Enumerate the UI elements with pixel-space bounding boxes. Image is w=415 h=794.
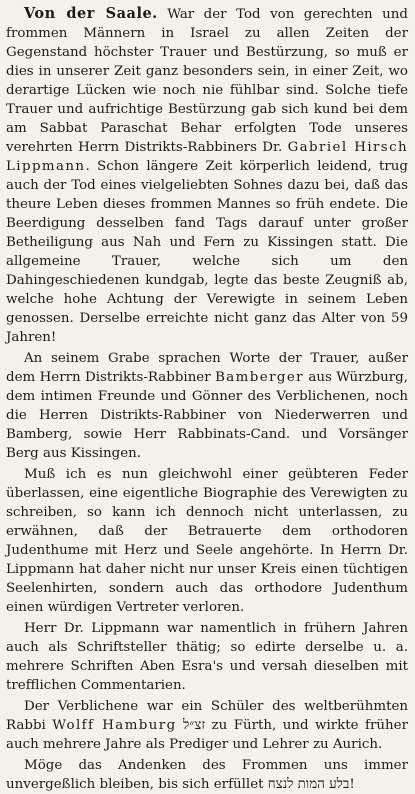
paragraph-4 [6, 619, 408, 695]
text-run: . Schon längere Zeit körperlich leidend, trug auch der Tod eines vielgeliebten Sohnes dazu bei, daß das theure Leben dieses frommen Mannes so früh endete. Die Beerdigung desselben fand Tags darauf unter großer Betheiligung aus Nah und Fern zu Kissingen statt. Die allgemeine Trauer, welche sich um den Dahingeschiedenen kundgab, legte das beste Zeugniß ab, welche hohe Achtung der Verewigte in seinem Leben genossen. Derselbe erreichte nicht ganz das Alter von 59 Jahren! [6, 159, 408, 345]
text-run: זצ״ל zu Fürth, und wirkte früher auch mehrere Jahre als Prediger und Lehrer zu Aurich. [6, 718, 408, 752]
paragraph-5 [6, 697, 408, 754]
text-run: Herr Dr. Lippmann war namentlich in frühern Jahren auch als Schriftsteller thätig; so edirte derselbe u. a. mehrere Schriften Aben Esra's und versah dieselben mit trefflichen Commentarien. [6, 621, 408, 693]
paragraph-1-body [6, 7, 408, 345]
paragraph-6 [6, 756, 408, 794]
text-run: aus Würzburg, dem intimen Freunde und Gönner des Verblichenen, noch die Herren Distrikts-Rabbiner von Niederwerren und Bamberg, sowie Herr Rabbinats-Cand. und Vorsänger Berg aus Kissingen. [6, 370, 409, 461]
paragraph-1 [6, 4, 408, 347]
text-run: Muß ich es nun gleichwohl einer geübteren Feder überlassen, eine eigentliche Biographie des Verewigten zu schreiben, so kann ich dennoch nicht unterlassen, zu erwähnen, daß der Betrauerte dem orthodoren Judenthume mit Herz und Seele angehörte. In Herrn Dr. Lippmann hat daher nicht nur unser Kreis einen tüchtigen Seelenhirten, sondern auch das orthodore Judenthum einen würdigen Vertreter verloren. [6, 467, 408, 615]
text-run: Möge das Andenken des Frommen uns immer unvergeßlich bleiben, bis sich erfüllet בלע המות לנצח! [6, 758, 408, 792]
article-headline: Von der Saale. [24, 5, 158, 22]
paragraph-2 [6, 349, 408, 463]
person-name: Gabriel Hirsch Lippmann [6, 140, 409, 174]
text-run: War der Tod von gerechten und frommen Männern in Israel zu allen Zeiten der Gegenstand höchster Trauer und Bestürzung, so muß er dies in unserer Zeit ganz besonders sein, in einer Zeit, wo derartige Lücken wie noch nie fühlbar sind. Solche tiefe Trauer und aufrichtige Bestürzung gab sich kund bei dem am Sabbat Paraschat Behar erfolgten Tode unseres verehrten Herrn Distrikts-Rabbiners Dr. [6, 7, 408, 155]
person-name: Wolff Hamburg [52, 718, 177, 733]
text-run: Der Verblichene war ein Schüler des weltberühmten Rabbi [6, 699, 408, 733]
paragraph-3 [6, 465, 408, 617]
person-name: Bamberger [215, 370, 304, 385]
text-run: An seinem Grabe sprachen Worte der Trauer, außer dem Herrn Distrikts-Rabbiner [6, 351, 408, 385]
